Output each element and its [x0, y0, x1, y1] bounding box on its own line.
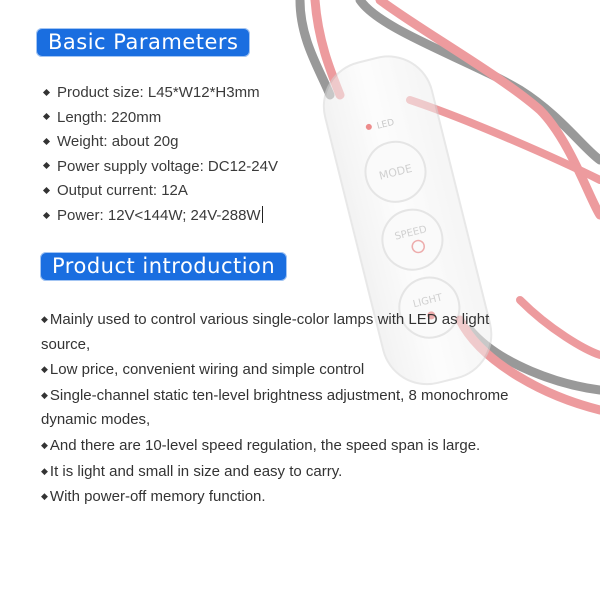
intro-text: And there are 10-level speed regulation, the speed span is large. [49, 436, 481, 454]
param-current: Output current: 12A [57, 182, 188, 200]
diamond-bullet-icon: ◆ [41, 465, 48, 476]
list-item [41, 383, 541, 433]
diamond-bullet-icon: ◆ [41, 439, 48, 450]
diamond-bullet-icon [43, 138, 50, 145]
list-item [40, 204, 278, 229]
intro-text: Mainly used to control various single-color lamps with LED as light source, [41, 311, 490, 353]
diamond-bullet-icon [43, 113, 50, 120]
diamond-bullet-icon [43, 211, 50, 218]
led-label: LED [375, 117, 396, 132]
intro-text: With power-off memory function. [49, 488, 266, 506]
list-item [40, 81, 278, 106]
product-introduction-heading: Product introduction [40, 252, 287, 281]
list-item [41, 433, 541, 459]
list-item [41, 307, 541, 357]
product-introduction-list [41, 307, 541, 510]
intro-text: It is light and small in size and easy to carry. [49, 462, 343, 480]
speed-button-label: SPEED [393, 224, 429, 243]
diamond-bullet-icon: ◆ [41, 314, 48, 324]
list-item [40, 179, 278, 204]
diamond-bullet-icon: ◆ [41, 491, 48, 502]
diamond-bullet-icon [43, 88, 50, 95]
param-voltage: Power supply voltage: DC12-24V [57, 157, 278, 175]
param-power: Power: 12V<144W; 24V-288W [57, 206, 261, 224]
intro-text: Low price, convenient wiring and simple control [49, 361, 365, 379]
list-item [41, 459, 541, 485]
light-button-label: LIGHT [411, 292, 444, 311]
diamond-bullet-icon: ◆ [41, 389, 48, 400]
list-item [40, 106, 278, 131]
diamond-bullet-icon [43, 162, 50, 169]
mode-button-label: MODE [377, 161, 414, 183]
param-length: Length: 220mm [57, 108, 162, 126]
list-item [40, 130, 278, 155]
diamond-bullet-icon [43, 187, 50, 194]
basic-parameters-heading: Basic Parameters [36, 28, 250, 57]
text-caret [262, 206, 263, 223]
intro-text: Single-channel static ten-level brightness adjustment, 8 monochrome dynamic modes, [41, 386, 509, 429]
list-item [40, 155, 278, 180]
basic-parameters-list [40, 81, 278, 229]
param-weight: Weight: about 20g [57, 133, 179, 151]
diamond-bullet-icon: ◆ [41, 364, 48, 375]
param-product-size: Product size: L45*W12*H3mm [57, 84, 260, 101]
list-item [41, 357, 541, 383]
list-item [41, 484, 541, 510]
